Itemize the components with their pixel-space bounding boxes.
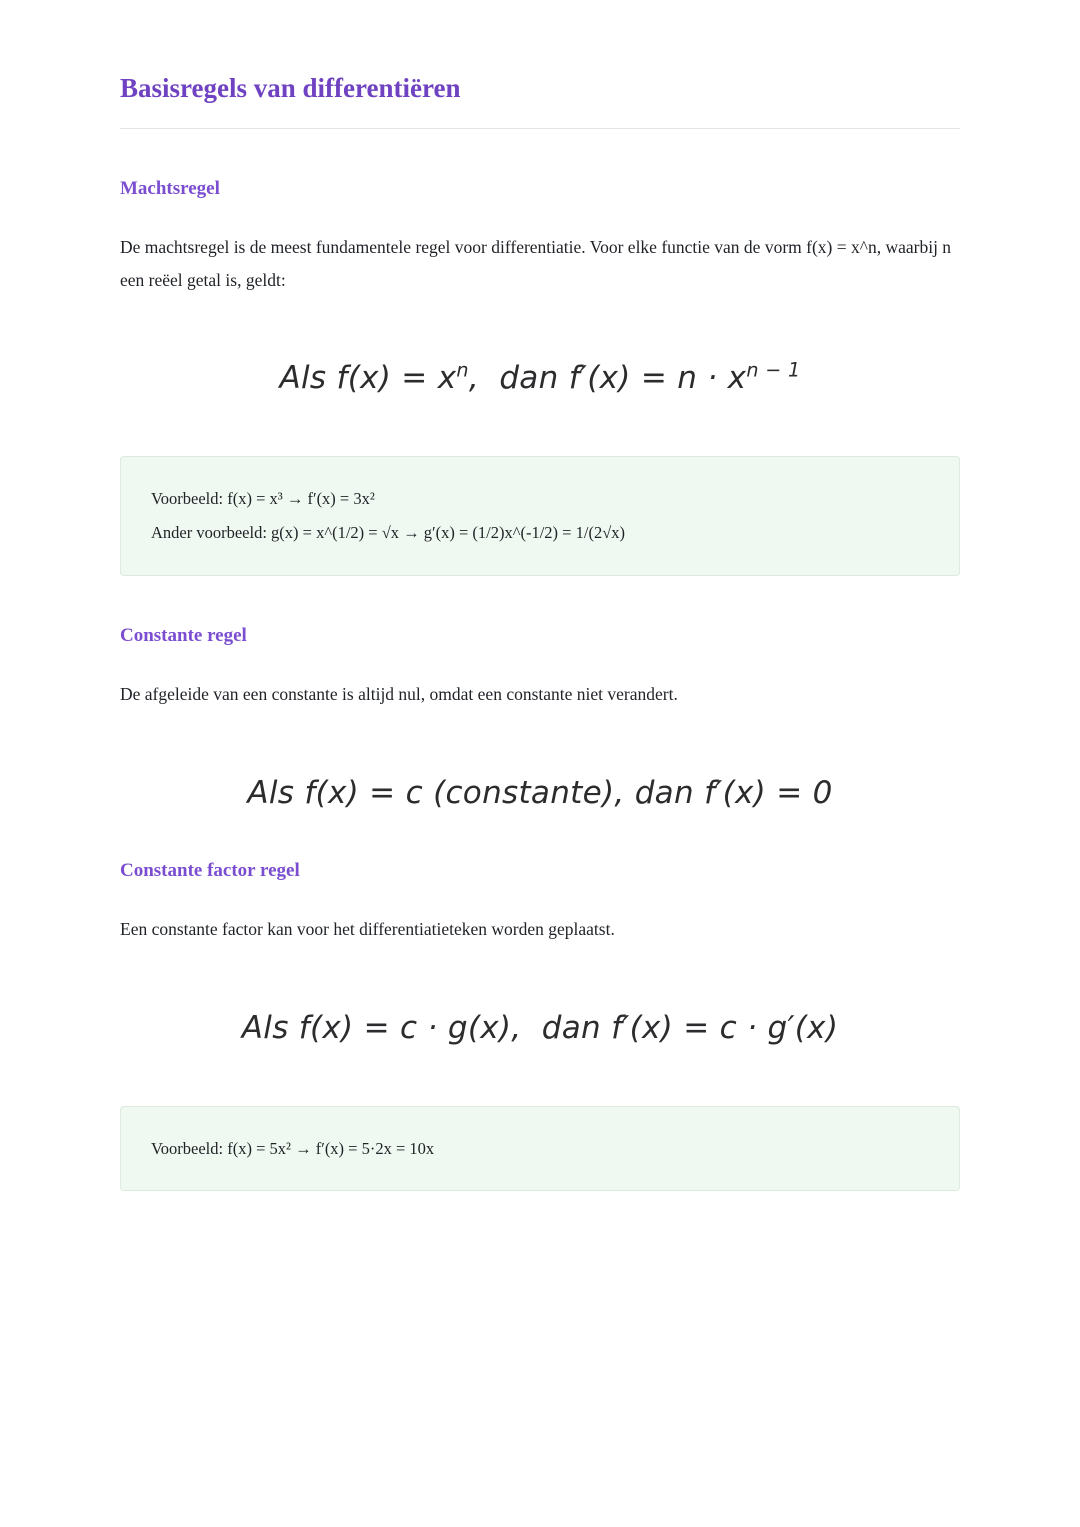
formula-exponent: n — [456, 358, 469, 382]
example-line: Voorbeeld: f(x) = x³ → f′(x) = 3x² — [151, 489, 375, 509]
formula-constant-factor-rule: Als f(x) = c · g(x), dan f′(x) = c · g′(x) — [241, 1009, 839, 1046]
section-body-constante-regel: De afgeleide van een constante is altijd nul, omdat een constante niet verandert. — [120, 684, 678, 705]
section-heading-constante-regel: Constante regel — [120, 624, 247, 646]
formula-exponent: n − 1 — [746, 358, 801, 382]
section-heading-machtsregel: Machtsregel — [120, 177, 220, 199]
section-constante-factor-regel — [120, 859, 960, 1191]
section-body-machtsregel: De machtsregel is de meest fundamentele regel voor differentiatie. Voor elke functie van de vorm f(x) = x^n, waarbij n een reëel getal is, geldt: — [120, 237, 952, 290]
page-title: Basisregels van differentiëren — [120, 73, 461, 103]
title-divider — [120, 128, 960, 129]
example-box-power-rule — [120, 456, 960, 575]
formula-constant-rule: Als f(x) = c (constante), dan f′(x) = 0 — [247, 774, 833, 811]
example-line: Voorbeeld: f(x) = 5x² → f′(x) = 5·2x = 10x — [151, 1138, 435, 1158]
section-heading-constante-factor: Constante factor regel — [120, 859, 300, 881]
formula-segment: Als f(x) = x — [279, 360, 457, 397]
section-body-constante-factor: Een constante factor kan voor het differentiatieteken worden geplaatst. — [120, 919, 615, 940]
formula-segment: , dan f′(x) = n · x — [468, 360, 747, 397]
section-machtsregel — [120, 177, 960, 576]
section-constante-regel — [120, 624, 960, 811]
example-box-constant-factor — [120, 1106, 960, 1191]
example-line: Ander voorbeeld: g(x) = x^(1/2) = √x → g′(x) = (1/2)x^(-1/2) = 1/(2√x) — [151, 523, 625, 543]
formula-power-rule — [120, 360, 960, 396]
